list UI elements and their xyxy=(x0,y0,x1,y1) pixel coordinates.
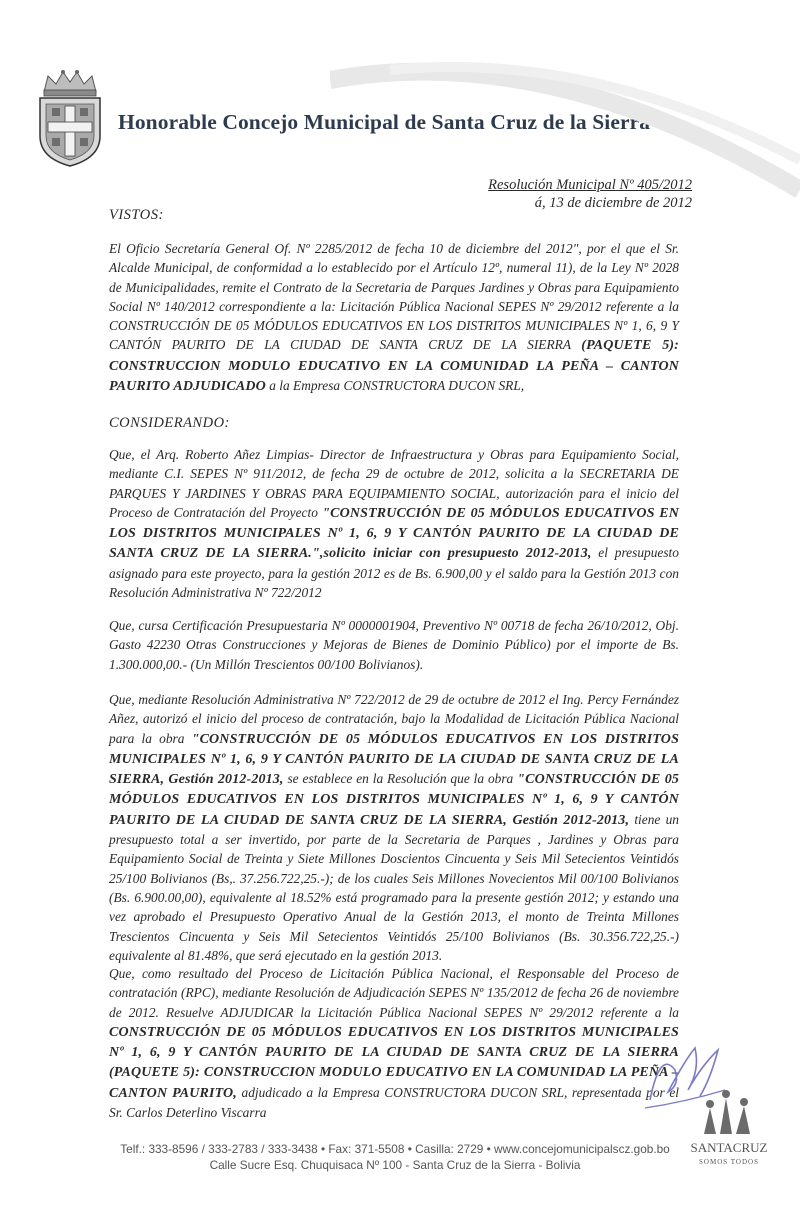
considerando-paragraph-2: Que, cursa Certificación Presupuestaria Nº 0000001904, Preventivo Nº 00718 de fecha 26/10/2012, Obj. Gasto 42230 Otras Construcciones y Mejoras de Bienes de Dominio Público) por el importe de Bs. 1.300.000,00.- (Un Millón Trescientos 00/100 Bolivianos). xyxy=(109,618,679,672)
footer-address: Calle Sucre Esq. Chuquisaca Nº 100 - Santa Cruz de la Sierra - Bolivia xyxy=(209,1158,581,1172)
santacruz-logo xyxy=(686,1086,772,1172)
resolution-number: Resolución Municipal Nº 405/2012 xyxy=(488,177,692,193)
footer-contact: Telf.: 333-8596 / 333-2783 / 333-3438 • Fax: 371-5508 • Casilla: 2729 • www.concejomunicipalscz.gob.bo xyxy=(120,1142,670,1156)
vistos-heading: VISTOS: xyxy=(109,207,164,223)
resolution-date: á, 13 de diciembre de 2012 xyxy=(534,195,692,211)
considerando-paragraph-3: Que, mediante Resolución Administrativa Nº 722/2012 de 29 de octubre de 2012 el Ing. Percy Fernández Añez, autorizó el inicio del proceso de contratación, bajo la Modalidad de Licitación Pública Nacional para la obra "CONSTRUCCIÓN DE 05 MÓDULOS EDUCATIVOS EN LOS DISTRITOS MUNICIPALES Nº 1, 6, 9 Y CANTÓN PAURITO DE LA CIUDAD DE SANTA CRUZ DE LA SIERRA, Gestión 2012-2013, se establece en la Resolución que la obra "CONSTRUCCIÓN DE 05 MÓDULOS EDUCATIVOS EN LOS DISTRITOS MUNICIPALES Nº 1, 6, 9 Y CANTÓN PAURITO DE LA CIUDAD DE SANTA CRUZ DE LA SIERRA, Gestión 2012-2013, tiene un presupuesto total a ser invertido, por parte de la Secretaria de Parques , Jardines y Obras para Equipamiento Social de Treinta y Siete Millones Doscientos Cincuenta y Seis Mil Setecientos Veintidós 25/100 Bolivianos (Bs,. 37.256.722,25.-); de los cuales Seis Millones Novecientos Mil 00/100 Bolivianos (Bs. 6.900.00,00), equivalente al 18.52% está programado para la presente gestión 2012; y estando una vez aprobado el Presupuesto Operativo Anual de la Gestión 2013, el monto de Treinta Millones Trescientos Cincuenta y Seis Mil Setecientos Veintidós 25/100 Bolivianos (Bs. 30.356.722,25.-) equivalente al 81.48%, que será ejecutado en la gestión 2013. xyxy=(109,692,680,963)
coat-of-arms-icon xyxy=(34,66,106,168)
logo-tagline: SOMOS TODOS xyxy=(699,1158,759,1166)
vistos-paragraph: El Oficio Secretaría General Of. Nº 2285/2012 de fecha 10 de diciembre del 2012", por el que el Sr. Alcalde Municipal, de conformidad a lo establecido por el Artículo 12º, numeral 11), de la Ley Nº 2028 de Municipalidades, remite el Contrato de la Secretaria de Parques Jardines y Obras para Equipamiento Social Nº 140/2012 correspondiente a la: Licitación Pública Nacional SEPES Nº 29/2012 referente a la CONSTRUCCIÓN DE 05 MÓDULOS EDUCATIVOS EN LOS DISTRITOS MUNICIPALES Nº 1, 6, 9 Y CANTÓN PAURITO DE LA CIUDAD DE SANTA CRUZ DE LA SIERRA (PAQUETE 5): CONSTRUCCION MODULO EDUCATIVO EN LA COMUNIDAD LA PEÑA – CANTON PAURITO ADJUDICADO a la Empresa CONSTRUCTORA DUCON SRL, xyxy=(109,241,679,395)
considerando-paragraph-1: Que, el Arq. Roberto Añez Limpias- Director de Infraestructura y Obras para Equipamiento Social, mediante C.I. SEPES Nº 911/2012, de fecha 29 de octubre de 2012, solicita a la SECRETARIA DE PARQUES Y JARDINES Y OBRAS PARA EQUIPAMIENTO SOCIAL, autorización para el inicio del Proceso de Contratación del Proyecto "CONSTRUCCIÓN DE 05 MÓDULOS EDUCATIVOS EN LOS DISTRITOS MUNICIPALES Nº 1, 6, 9 Y CANTÓN PAURITO DE LA CIUDAD DE SANTA CRUZ DE LA SIERRA.",solicito iniciar con presupuesto 2012-2013, el presupuesto asignado para este proyecto, para la gestión 2012 es de Bs. 6.900,00 y el saldo para la Gestión 2013 con Resolución Administrativa Nº 722/2012 xyxy=(109,447,679,601)
institution-title: Honorable Concejo Municipal de Santa Cruz de la Sierra xyxy=(118,110,651,134)
considerando-paragraph-4: Que, como resultado del Proceso de Licitación Pública Nacional, el Responsable del Proceso de contratación (RPC), mediante Resolución de Adjudicación SEPES Nº 135/2012 de fecha 26 de noviembre de 2012. Resuelve ADJUDICAR la Licitación Pública Nacional SEPES Nº 29/2012 referente a la CONSTRUCCIÓN DE 05 MÓDULOS EDUCATIVOS EN LOS DISTRITOS MUNICIPALES Nº 1, 6, 9 Y CANTÓN PAURITO DE LA CIUDAD DE SANTA CRUZ DE LA SIERRA (PAQUETE 5): CONSTRUCCION MODULO EDUCATIVO EN LA COMUNIDAD LA PEÑA – CANTON PAURITO, adjudicado a la Empresa CONSTRUCTORA DUCON SRL, representada por el Sr. Carlos Deterlino Viscarra xyxy=(109,966,679,1121)
resolution-block xyxy=(488,176,692,212)
logo-word: SANTACRUZ xyxy=(690,1140,768,1155)
considerando-heading: CONSIDERANDO: xyxy=(109,415,230,431)
